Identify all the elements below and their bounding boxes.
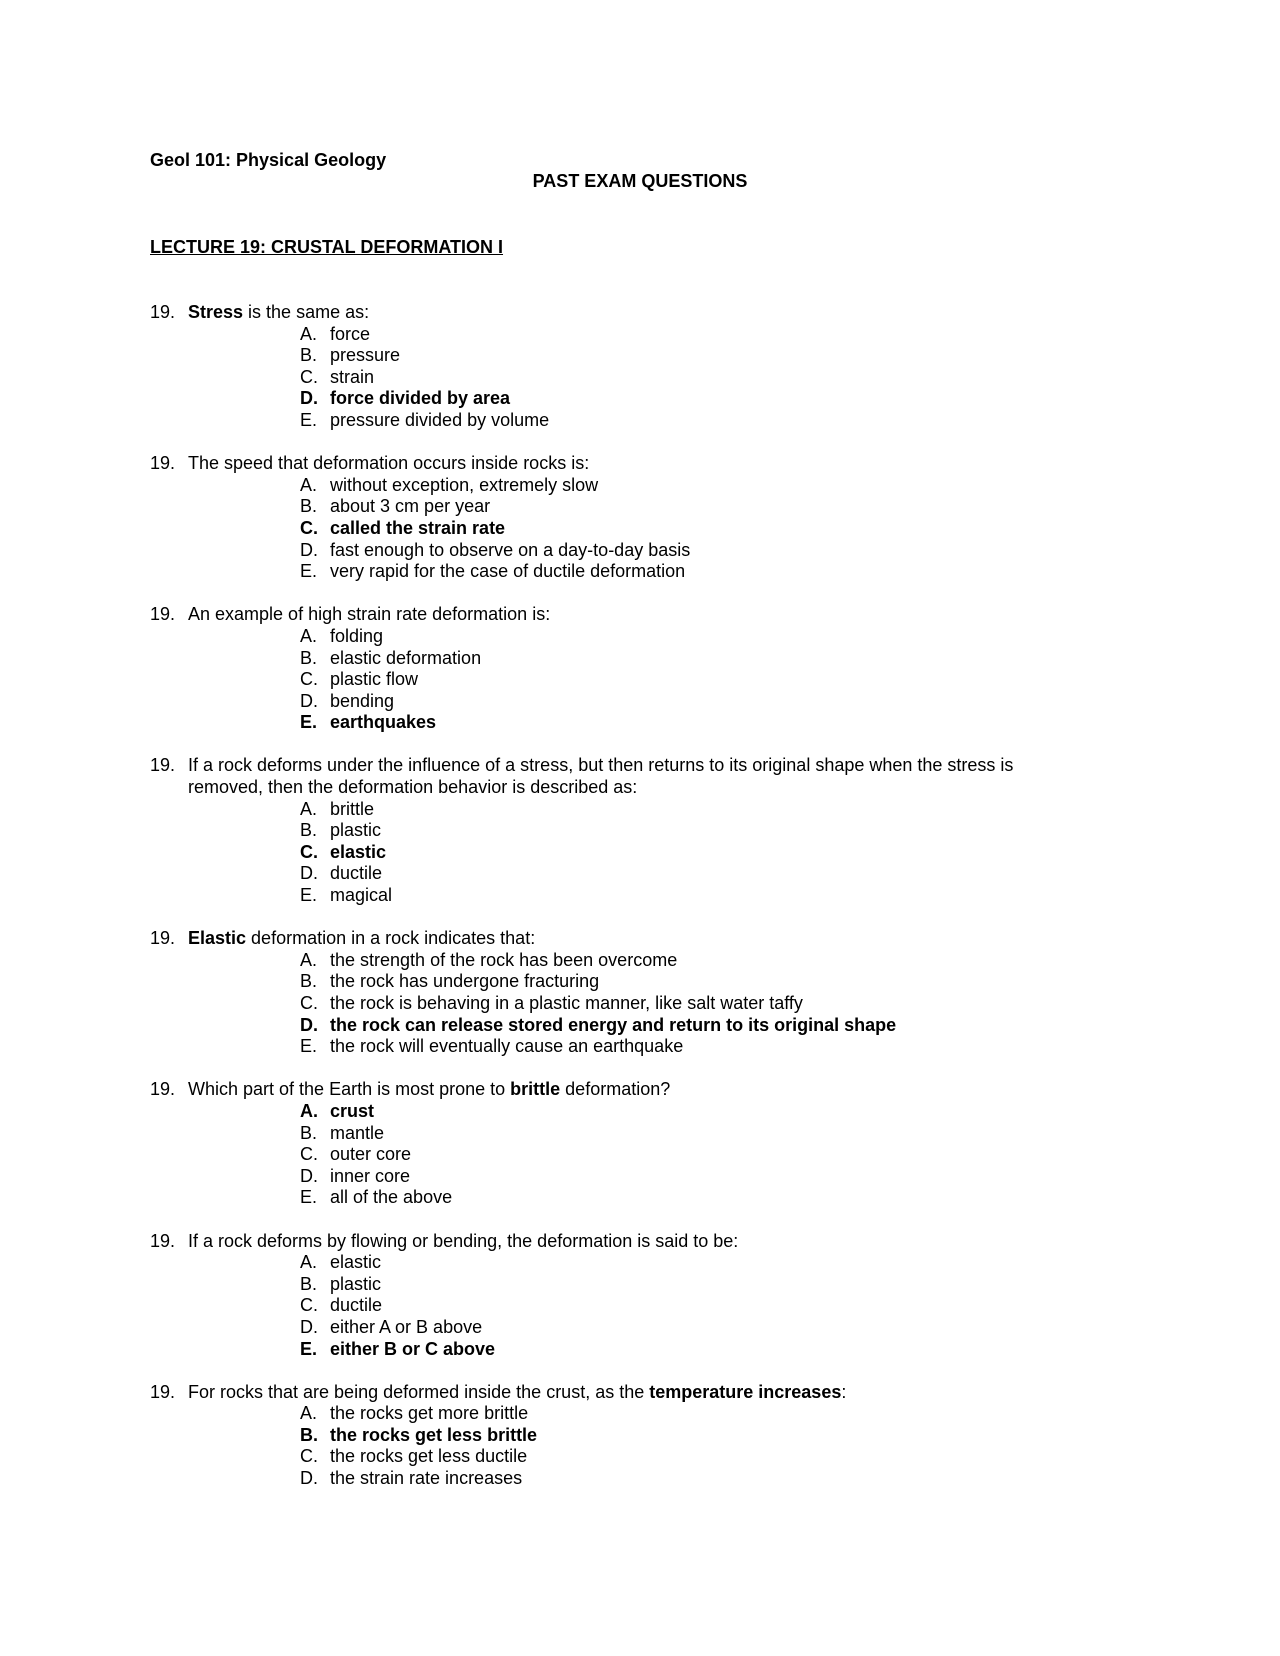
answer-option — [150, 345, 1150, 367]
question-stem-emphasis: brittle — [510, 1079, 561, 1100]
option-letter: B. — [300, 971, 318, 992]
answer-option — [150, 1252, 1150, 1274]
answer-options — [150, 950, 1150, 1058]
question-stem — [150, 1079, 1088, 1101]
question-stem-text: An example of high strain rate deformation is: — [188, 604, 551, 625]
option-text: crust — [330, 1100, 375, 1121]
question-stem-text: The speed that deformation occurs inside rocks is: — [188, 453, 590, 474]
question-stem — [150, 453, 1088, 475]
option-letter: C. — [300, 517, 318, 538]
answer-option — [150, 863, 1150, 885]
answer-option — [150, 1317, 1150, 1339]
answer-option-correct — [150, 712, 1150, 734]
answer-option-correct — [150, 518, 1150, 540]
question-number: 19. — [150, 1079, 176, 1100]
option-text: bending — [330, 690, 395, 711]
option-letter: A. — [300, 625, 318, 646]
option-text: ductile — [330, 1295, 383, 1316]
answer-option — [150, 1166, 1150, 1188]
answer-options — [150, 1101, 1150, 1209]
answer-option — [150, 1036, 1150, 1058]
option-letter: B. — [300, 496, 318, 517]
question-number: 19. — [150, 1381, 176, 1402]
question-item — [150, 302, 1150, 432]
option-text: outer core — [330, 1144, 412, 1165]
question-item — [150, 1231, 1150, 1361]
option-text: plastic — [330, 1273, 382, 1294]
option-text: mantle — [330, 1122, 385, 1143]
answer-option — [150, 971, 1150, 993]
question-item — [150, 604, 1150, 734]
option-text: fast enough to observe on a day-to-day basis — [330, 539, 691, 560]
option-letter: A. — [300, 1252, 318, 1273]
answer-option — [150, 1274, 1150, 1296]
option-text: strain — [330, 366, 375, 387]
option-text: very rapid for the case of ductile deformation — [330, 561, 686, 582]
option-text: the rock will eventually cause an earthquake — [330, 1036, 684, 1057]
answer-option — [150, 885, 1150, 907]
answer-option — [150, 540, 1150, 562]
option-letter: D. — [300, 1468, 318, 1489]
option-letter: D. — [300, 539, 318, 560]
answer-option — [150, 648, 1150, 670]
answer-option-correct — [150, 842, 1150, 864]
answer-option — [150, 1144, 1150, 1166]
option-letter: B. — [300, 345, 318, 366]
answer-options — [150, 324, 1150, 432]
option-text: force divided by area — [330, 388, 511, 409]
question-stem-text: If a rock deforms by flowing or bending, the deformation is said to be: — [188, 1230, 739, 1251]
option-letter: E. — [300, 1036, 318, 1057]
question-item — [150, 453, 1150, 583]
option-letter: D. — [300, 1316, 318, 1337]
option-letter: C. — [300, 1144, 318, 1165]
answer-option — [150, 1187, 1150, 1209]
question-number: 19. — [150, 453, 176, 474]
question-stem — [150, 302, 1088, 324]
option-text: pressure — [330, 345, 401, 366]
question-number: 19. — [150, 302, 176, 322]
answer-option-correct — [150, 1101, 1150, 1123]
option-text: either A or B above — [330, 1316, 483, 1337]
answer-option — [150, 993, 1150, 1015]
option-text: without exception, extremely slow — [330, 474, 599, 495]
lecture-heading: LECTURE 19: CRUSTAL DEFORMATION I — [150, 237, 504, 257]
question-item — [150, 1079, 1150, 1209]
question-number: 19. — [150, 1230, 176, 1251]
option-text: inner core — [330, 1165, 411, 1186]
option-letter: D. — [300, 863, 318, 884]
question-stem-emphasis: Stress — [188, 302, 244, 322]
question-stem-emphasis: Elastic — [188, 928, 247, 949]
option-letter: B. — [300, 1273, 318, 1294]
answer-option — [150, 626, 1150, 648]
option-text: the rocks get more brittle — [330, 1403, 529, 1424]
answer-options — [150, 1403, 1150, 1489]
option-text: folding — [330, 625, 384, 646]
option-text: ductile — [330, 863, 383, 884]
option-text: the strength of the rock has been overcome — [330, 949, 678, 970]
option-letter: E. — [300, 1338, 318, 1359]
option-text: elastic deformation — [330, 647, 482, 668]
answer-options — [150, 799, 1150, 907]
question-stem-text: : — [841, 1381, 847, 1402]
option-text: force — [330, 323, 371, 344]
answer-option — [150, 561, 1150, 583]
question-stem-text: deformation? — [560, 1079, 671, 1100]
option-letter: B. — [300, 1424, 318, 1445]
answer-option — [150, 1446, 1150, 1468]
answer-option — [150, 410, 1150, 432]
answer-options — [150, 475, 1150, 583]
question-number: 19. — [150, 755, 176, 776]
answer-option — [150, 1468, 1150, 1490]
document-title-row — [0, 171, 1280, 193]
answer-option — [150, 799, 1150, 821]
answer-option — [150, 367, 1150, 389]
option-letter: D. — [300, 1165, 318, 1186]
answer-options — [150, 626, 1150, 734]
document-title: PAST EXAM QUESTIONS — [532, 171, 748, 191]
option-letter: C. — [300, 366, 318, 387]
option-letter: C. — [300, 1295, 318, 1316]
answer-option — [150, 496, 1150, 518]
option-letter: E. — [300, 1187, 318, 1208]
option-letter: D. — [300, 1014, 318, 1035]
option-letter: E. — [300, 561, 318, 582]
answer-option — [150, 324, 1150, 346]
option-text: the rock has undergone fracturing — [330, 971, 600, 992]
option-letter: A. — [300, 949, 318, 970]
option-text: pressure divided by volume — [330, 409, 550, 430]
question-stem — [150, 1231, 1088, 1253]
option-letter: A. — [300, 1100, 318, 1121]
option-text: called the strain rate — [330, 517, 506, 538]
answer-option-correct — [150, 388, 1150, 410]
option-letter: E. — [300, 712, 318, 733]
option-text: the rock is behaving in a plastic manner, like salt water taffy — [330, 993, 803, 1013]
question-item — [150, 1382, 1150, 1490]
option-letter: C. — [300, 993, 318, 1013]
question-stem-emphasis: temperature increases — [649, 1381, 842, 1402]
question-list — [150, 302, 1150, 1511]
answer-option-correct — [150, 1425, 1150, 1447]
option-text: the strain rate increases — [330, 1468, 523, 1489]
option-text: either B or C above — [330, 1338, 496, 1359]
option-letter: C. — [300, 1446, 318, 1467]
option-text: all of the above — [330, 1187, 453, 1208]
option-letter: D. — [300, 388, 318, 409]
answer-option — [150, 1403, 1150, 1425]
option-letter: A. — [300, 798, 318, 819]
answer-option-correct — [150, 1015, 1150, 1037]
option-letter: A. — [300, 323, 318, 344]
option-text: elastic — [330, 1252, 382, 1273]
option-text: the rocks get less ductile — [330, 1446, 528, 1467]
question-stem — [150, 755, 1088, 798]
option-letter: C. — [300, 841, 318, 862]
question-stem-text: For rocks that are being deformed inside the crust, as the — [188, 1381, 650, 1402]
option-text: magical — [330, 885, 393, 906]
option-letter: C. — [300, 669, 318, 690]
option-letter: B. — [300, 820, 318, 841]
question-number: 19. — [150, 604, 176, 625]
option-text: plastic flow — [330, 669, 419, 690]
option-letter: A. — [300, 474, 318, 495]
option-text: plastic — [330, 820, 382, 841]
course-title: Geol 101: Physical Geology — [150, 150, 387, 170]
option-letter: B. — [300, 647, 318, 668]
question-item — [150, 928, 1150, 1058]
option-letter: E. — [300, 885, 318, 906]
question-stem-text: Which part of the Earth is most prone to — [188, 1079, 511, 1100]
answer-option — [150, 1295, 1150, 1317]
option-letter: A. — [300, 1403, 318, 1424]
option-text: about 3 cm per year — [330, 496, 491, 517]
option-text: elastic — [330, 841, 387, 862]
option-text: brittle — [330, 798, 375, 819]
question-stem — [150, 928, 1088, 950]
option-letter: B. — [300, 1122, 318, 1143]
answer-option-correct — [150, 1339, 1150, 1361]
option-text: earthquakes — [330, 712, 437, 733]
question-stem-text: is the same as: — [243, 302, 370, 322]
answer-option — [150, 691, 1150, 713]
question-stem — [150, 604, 1088, 626]
option-text: the rocks get less brittle — [330, 1424, 538, 1445]
question-number: 19. — [150, 928, 176, 949]
option-text: the rock can release stored energy and return to its original shape — [330, 1014, 897, 1035]
question-stem — [150, 1382, 1088, 1404]
option-letter: E. — [300, 409, 318, 430]
answer-option — [150, 1123, 1150, 1145]
question-stem-text: If a rock deforms under the influence of a stress, but then returns to its original shape when the stress is removed, then the deformation behavior is described as: — [188, 755, 1014, 798]
answer-option — [150, 820, 1150, 842]
answer-options — [150, 1252, 1150, 1360]
answer-option — [150, 669, 1150, 691]
option-letter: D. — [300, 690, 318, 711]
answer-option — [150, 475, 1150, 497]
answer-option — [150, 950, 1150, 972]
question-stem-text: deformation in a rock indicates that: — [246, 928, 536, 949]
question-item — [150, 755, 1150, 906]
